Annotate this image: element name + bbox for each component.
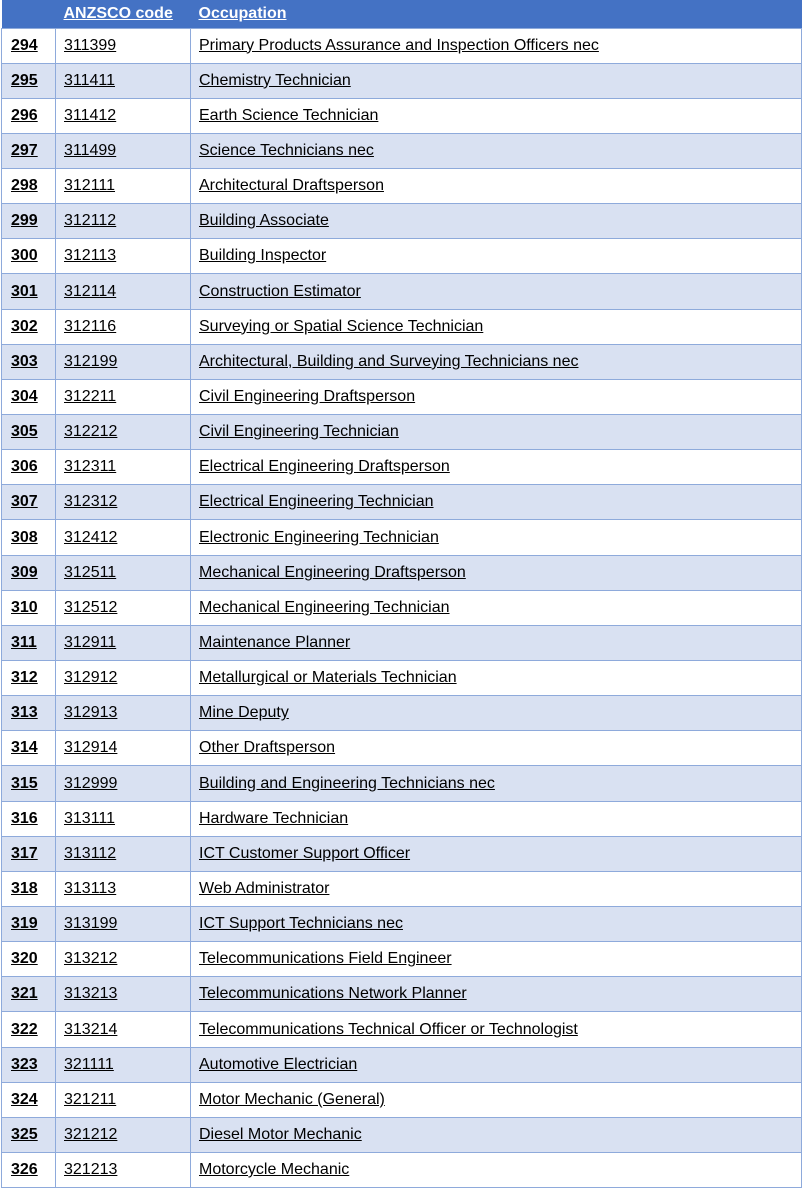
occupation-cell: [191, 766, 802, 801]
anzsco-code-link[interactable]: 313213: [64, 985, 118, 1003]
table-row: [2, 520, 802, 555]
occupation-cell: [191, 942, 802, 977]
occupation-link[interactable]: Chemistry Technician: [199, 71, 351, 89]
row-number-link[interactable]: 311: [11, 633, 37, 651]
anzsco-code-cell: [56, 133, 191, 168]
anzsco-code-cell: [56, 1047, 191, 1082]
anzsco-code-link[interactable]: 321212: [64, 1125, 118, 1143]
row-number-cell: [2, 169, 56, 204]
occupation-cell: [191, 731, 802, 766]
anzsco-code-cell: [56, 1153, 191, 1188]
row-number-link[interactable]: 309: [11, 563, 38, 581]
anzsco-code-cell: [56, 415, 191, 450]
table-row: [2, 625, 802, 660]
table-row: [2, 801, 802, 836]
row-number-link[interactable]: 313: [11, 704, 38, 722]
anzsco-code-link[interactable]: 321111: [64, 1055, 114, 1073]
occupation-link[interactable]: Motorcycle Mechanic: [199, 1161, 350, 1179]
anzsco-code-cell: [56, 590, 191, 625]
row-number-cell: [2, 239, 56, 274]
anzsco-code-link[interactable]: 313214: [64, 1020, 118, 1038]
occupation-cell: [191, 555, 802, 590]
anzsco-code-cell: [56, 555, 191, 590]
row-number-cell: [2, 133, 56, 168]
anzsco-code-link[interactable]: 312116: [64, 317, 117, 335]
occupation-link[interactable]: Motor Mechanic (General): [199, 1090, 385, 1108]
row-number-link[interactable]: 303: [11, 352, 38, 370]
row-number-link[interactable]: 297: [11, 141, 38, 159]
row-number-link[interactable]: 322: [11, 1020, 38, 1038]
row-number-cell: [2, 836, 56, 871]
anzsco-code-link[interactable]: 312512: [64, 598, 118, 616]
anzsco-code-cell: [56, 696, 191, 731]
row-number-cell: [2, 98, 56, 133]
row-number-link[interactable]: 304: [11, 387, 38, 405]
row-number-cell: [2, 731, 56, 766]
row-number-link[interactable]: 302: [11, 317, 38, 335]
row-number-cell: [2, 871, 56, 906]
occupation-cell: [191, 590, 802, 625]
occupation-cell: [191, 977, 802, 1012]
anzsco-code-cell: [56, 309, 191, 344]
anzsco-code-link[interactable]: 321213: [64, 1161, 118, 1179]
table-row: [2, 1153, 802, 1188]
anzsco-code-link[interactable]: 312112: [64, 212, 117, 230]
occupation-cell: [191, 204, 802, 239]
occupation-table: [1, 0, 802, 1188]
row-number-link[interactable]: 325: [11, 1125, 38, 1143]
occupation-link[interactable]: Maintenance Planner: [199, 633, 351, 651]
occupation-link[interactable]: Mine Deputy: [199, 704, 289, 722]
anzsco-code-link[interactable]: 311412: [64, 106, 117, 124]
row-number-cell: [2, 520, 56, 555]
table-row: [2, 28, 802, 63]
occupation-cell: [191, 1153, 802, 1188]
anzsco-code-link[interactable]: 311411: [64, 71, 116, 89]
anzsco-code-cell: [56, 63, 191, 98]
row-number-link[interactable]: 321: [11, 985, 38, 1003]
occupation-cell: [191, 169, 802, 204]
occupation-link[interactable]: Construction Estimator: [199, 282, 361, 300]
header-occupation[interactable]: Occupation: [198, 4, 287, 22]
occupation-cell: [191, 274, 802, 309]
anzsco-code-cell: [56, 1082, 191, 1117]
occupation-link[interactable]: Surveying or Spatial Science Technician: [199, 317, 484, 335]
occupation-link[interactable]: Electrical Engineering Draftsperson: [199, 458, 450, 476]
anzsco-code-link[interactable]: 311499: [64, 141, 117, 159]
table-row: [2, 766, 802, 801]
row-number-cell: [2, 204, 56, 239]
anzsco-code-link[interactable]: 313111: [64, 809, 116, 827]
row-number-cell: [2, 485, 56, 520]
table-row: [2, 871, 802, 906]
anzsco-code-cell: [56, 801, 191, 836]
occupation-cell: [191, 661, 802, 696]
table-row: [2, 98, 802, 133]
row-number-cell: [2, 415, 56, 450]
anzsco-code-link[interactable]: 312412: [64, 528, 118, 546]
occupation-cell: [191, 98, 802, 133]
anzsco-code-link[interactable]: 313212: [64, 950, 118, 968]
header-anzsco-code[interactable]: ANZSCO code: [63, 4, 173, 22]
anzsco-code-link[interactable]: 312511: [64, 563, 117, 581]
header-number: [2, 0, 56, 28]
occupation-cell: [191, 28, 802, 63]
anzsco-code-link[interactable]: 313199: [64, 915, 118, 933]
row-number-cell: [2, 977, 56, 1012]
occupation-link[interactable]: Telecommunications Technical Officer or Technologist: [199, 1020, 578, 1038]
occupation-cell: [191, 836, 802, 871]
anzsco-code-cell: [56, 836, 191, 871]
occupation-link[interactable]: Telecommunications Network Planner: [199, 985, 467, 1003]
anzsco-code-cell: [56, 1117, 191, 1152]
row-number-link[interactable]: 306: [11, 458, 38, 476]
row-number-link[interactable]: 301: [11, 282, 38, 300]
occupation-link[interactable]: Hardware Technician: [199, 809, 349, 827]
table-row: [2, 661, 802, 696]
row-number-link[interactable]: 316: [11, 809, 38, 827]
anzsco-code-cell: [56, 661, 191, 696]
row-number-link[interactable]: 308: [11, 528, 38, 546]
row-number-cell: [2, 1012, 56, 1047]
row-number-cell: [2, 450, 56, 485]
row-number-link[interactable]: 298: [11, 177, 38, 195]
anzsco-code-cell: [56, 450, 191, 485]
table-row: [2, 274, 802, 309]
table-row: [2, 590, 802, 625]
table-row: [2, 169, 802, 204]
anzsco-code-cell: [56, 344, 191, 379]
row-number-cell: [2, 661, 56, 696]
row-number-cell: [2, 696, 56, 731]
occupation-cell: [191, 379, 802, 414]
anzsco-code-link[interactable]: 312199: [64, 352, 118, 370]
row-number-link[interactable]: 299: [11, 212, 38, 230]
anzsco-code-cell: [56, 28, 191, 63]
occupation-cell: [191, 63, 802, 98]
table-row: [2, 485, 802, 520]
occupation-link[interactable]: Building Inspector: [199, 247, 327, 265]
anzsco-code-cell: [56, 977, 191, 1012]
occupation-link[interactable]: Mechanical Engineering Draftsperson: [199, 563, 466, 581]
occupation-link[interactable]: ICT Support Technicians nec: [199, 915, 403, 933]
anzsco-code-link[interactable]: 313112: [64, 844, 117, 862]
occupation-cell: [191, 485, 802, 520]
row-number-cell: [2, 942, 56, 977]
row-number-cell: [2, 766, 56, 801]
anzsco-code-link[interactable]: 312311: [64, 458, 117, 476]
row-number-cell: [2, 907, 56, 942]
table-row: [2, 1047, 802, 1082]
anzsco-code-link[interactable]: 312911: [64, 633, 117, 651]
occupation-link[interactable]: Architectural, Building and Surveying Technicians nec: [199, 352, 579, 370]
anzsco-code-cell: [56, 625, 191, 660]
anzsco-code-link[interactable]: 312114: [64, 282, 117, 300]
row-number-cell: [2, 379, 56, 414]
occupation-link[interactable]: Metallurgical or Materials Technician: [199, 669, 457, 687]
anzsco-code-cell: [56, 520, 191, 555]
occupation-link[interactable]: Earth Science Technician: [199, 106, 379, 124]
table-row: [2, 731, 802, 766]
occupation-link[interactable]: Civil Engineering Technician: [199, 423, 399, 441]
occupation-link[interactable]: Mechanical Engineering Technician: [199, 598, 450, 616]
anzsco-code-cell: [56, 1012, 191, 1047]
row-number-link[interactable]: 318: [11, 879, 38, 897]
table-row: [2, 696, 802, 731]
table-row: [2, 239, 802, 274]
row-number-cell: [2, 555, 56, 590]
anzsco-code-cell: [56, 871, 191, 906]
occupation-cell: [191, 239, 802, 274]
occupation-cell: [191, 1117, 802, 1152]
occupation-cell: [191, 309, 802, 344]
row-number-link[interactable]: 314: [11, 739, 38, 757]
occupation-link[interactable]: Primary Products Assurance and Inspection Officers nec: [199, 36, 599, 54]
row-number-cell: [2, 1082, 56, 1117]
occupation-cell: [191, 520, 802, 555]
occupation-link[interactable]: Diesel Motor Mechanic: [199, 1125, 362, 1143]
row-number-cell: [2, 801, 56, 836]
table-row: [2, 555, 802, 590]
occupation-cell: [191, 1082, 802, 1117]
anzsco-code-cell: [56, 907, 191, 942]
anzsco-code-cell: [56, 98, 191, 133]
occupation-cell: [191, 344, 802, 379]
row-number-link[interactable]: 312: [11, 669, 38, 687]
anzsco-code-link[interactable]: 312914: [64, 739, 118, 757]
anzsco-code-cell: [56, 485, 191, 520]
anzsco-code-link[interactable]: 312211: [64, 387, 117, 405]
anzsco-code-link[interactable]: 313113: [64, 879, 117, 897]
anzsco-code-cell: [56, 274, 191, 309]
row-number-cell: [2, 625, 56, 660]
anzsco-code-link[interactable]: 312913: [64, 704, 118, 722]
occupation-link[interactable]: Civil Engineering Draftsperson: [199, 387, 416, 405]
occupation-cell: [191, 625, 802, 660]
row-number-link[interactable]: 305: [11, 423, 38, 441]
anzsco-code-cell: [56, 766, 191, 801]
occupation-link[interactable]: Telecommunications Field Engineer: [199, 950, 452, 968]
table-row: [2, 942, 802, 977]
row-number-link[interactable]: 296: [11, 106, 38, 124]
occupation-cell: [191, 1012, 802, 1047]
anzsco-code-link[interactable]: 321211: [64, 1090, 117, 1108]
row-number-cell: [2, 63, 56, 98]
row-number-link[interactable]: 323: [11, 1055, 38, 1073]
anzsco-code-cell: [56, 169, 191, 204]
table-row: [2, 63, 802, 98]
anzsco-code-link[interactable]: 312113: [64, 247, 117, 265]
row-number-link[interactable]: 294: [11, 36, 38, 54]
anzsco-code-link[interactable]: 312999: [64, 774, 118, 792]
table-row: [2, 133, 802, 168]
row-number-cell: [2, 344, 56, 379]
occupation-cell: [191, 696, 802, 731]
row-number-cell: [2, 1047, 56, 1082]
occupation-link[interactable]: Science Technicians nec: [199, 141, 374, 159]
header-row: [2, 0, 802, 28]
occupation-cell: [191, 907, 802, 942]
occupation-cell: [191, 801, 802, 836]
table-row: [2, 450, 802, 485]
table-row: [2, 907, 802, 942]
occupation-cell: [191, 415, 802, 450]
table-row: [2, 309, 802, 344]
occupation-link[interactable]: Other Draftsperson: [199, 739, 336, 757]
row-number-cell: [2, 1153, 56, 1188]
occupation-link[interactable]: Electronic Engineering Technician: [199, 528, 439, 546]
row-number-cell: [2, 590, 56, 625]
occupation-link[interactable]: Building Associate: [199, 212, 329, 230]
row-number-link[interactable]: 326: [11, 1161, 38, 1179]
table-row: [2, 1012, 802, 1047]
row-number-link[interactable]: 310: [11, 598, 38, 616]
anzsco-code-cell: [56, 942, 191, 977]
table-row: [2, 204, 802, 239]
row-number-link[interactable]: 317: [11, 844, 38, 862]
row-number-link[interactable]: 319: [11, 915, 38, 933]
row-number-link[interactable]: 324: [11, 1090, 38, 1108]
table-row: [2, 344, 802, 379]
anzsco-code-link[interactable]: 311399: [64, 36, 117, 54]
table-row: [2, 1082, 802, 1117]
anzsco-code-link[interactable]: 312912: [64, 669, 118, 687]
row-number-cell: [2, 274, 56, 309]
occupation-cell: [191, 1047, 802, 1082]
row-number-link[interactable]: 300: [11, 247, 38, 265]
occupation-link[interactable]: Web Administrator: [199, 879, 330, 897]
row-number-link[interactable]: 295: [11, 71, 38, 89]
anzsco-code-cell: [56, 379, 191, 414]
occupation-link[interactable]: Building and Engineering Technicians nec: [199, 774, 495, 792]
row-number-cell: [2, 28, 56, 63]
occupation-cell: [191, 871, 802, 906]
occupation-cell: [191, 450, 802, 485]
row-number-link[interactable]: 315: [11, 774, 38, 792]
anzsco-code-link[interactable]: 312111: [64, 177, 116, 195]
row-number-link[interactable]: 307: [11, 493, 38, 511]
occupation-link[interactable]: Architectural Draftsperson: [199, 177, 384, 195]
table-row: [2, 415, 802, 450]
occupation-cell: [191, 133, 802, 168]
table-row: [2, 379, 802, 414]
table-row: [2, 836, 802, 871]
occupation-link[interactable]: ICT Customer Support Officer: [199, 844, 411, 862]
row-number-link[interactable]: 320: [11, 950, 38, 968]
anzsco-code-link[interactable]: 312312: [64, 493, 118, 511]
table-row: [2, 977, 802, 1012]
anzsco-code-link[interactable]: 312212: [64, 423, 118, 441]
anzsco-code-cell: [56, 239, 191, 274]
table-row: [2, 1117, 802, 1152]
anzsco-code-cell: [56, 731, 191, 766]
occupation-link[interactable]: Automotive Electrician: [199, 1055, 358, 1073]
occupation-link[interactable]: Electrical Engineering Technician: [199, 493, 434, 511]
anzsco-code-cell: [56, 204, 191, 239]
row-number-cell: [2, 309, 56, 344]
row-number-cell: [2, 1117, 56, 1152]
